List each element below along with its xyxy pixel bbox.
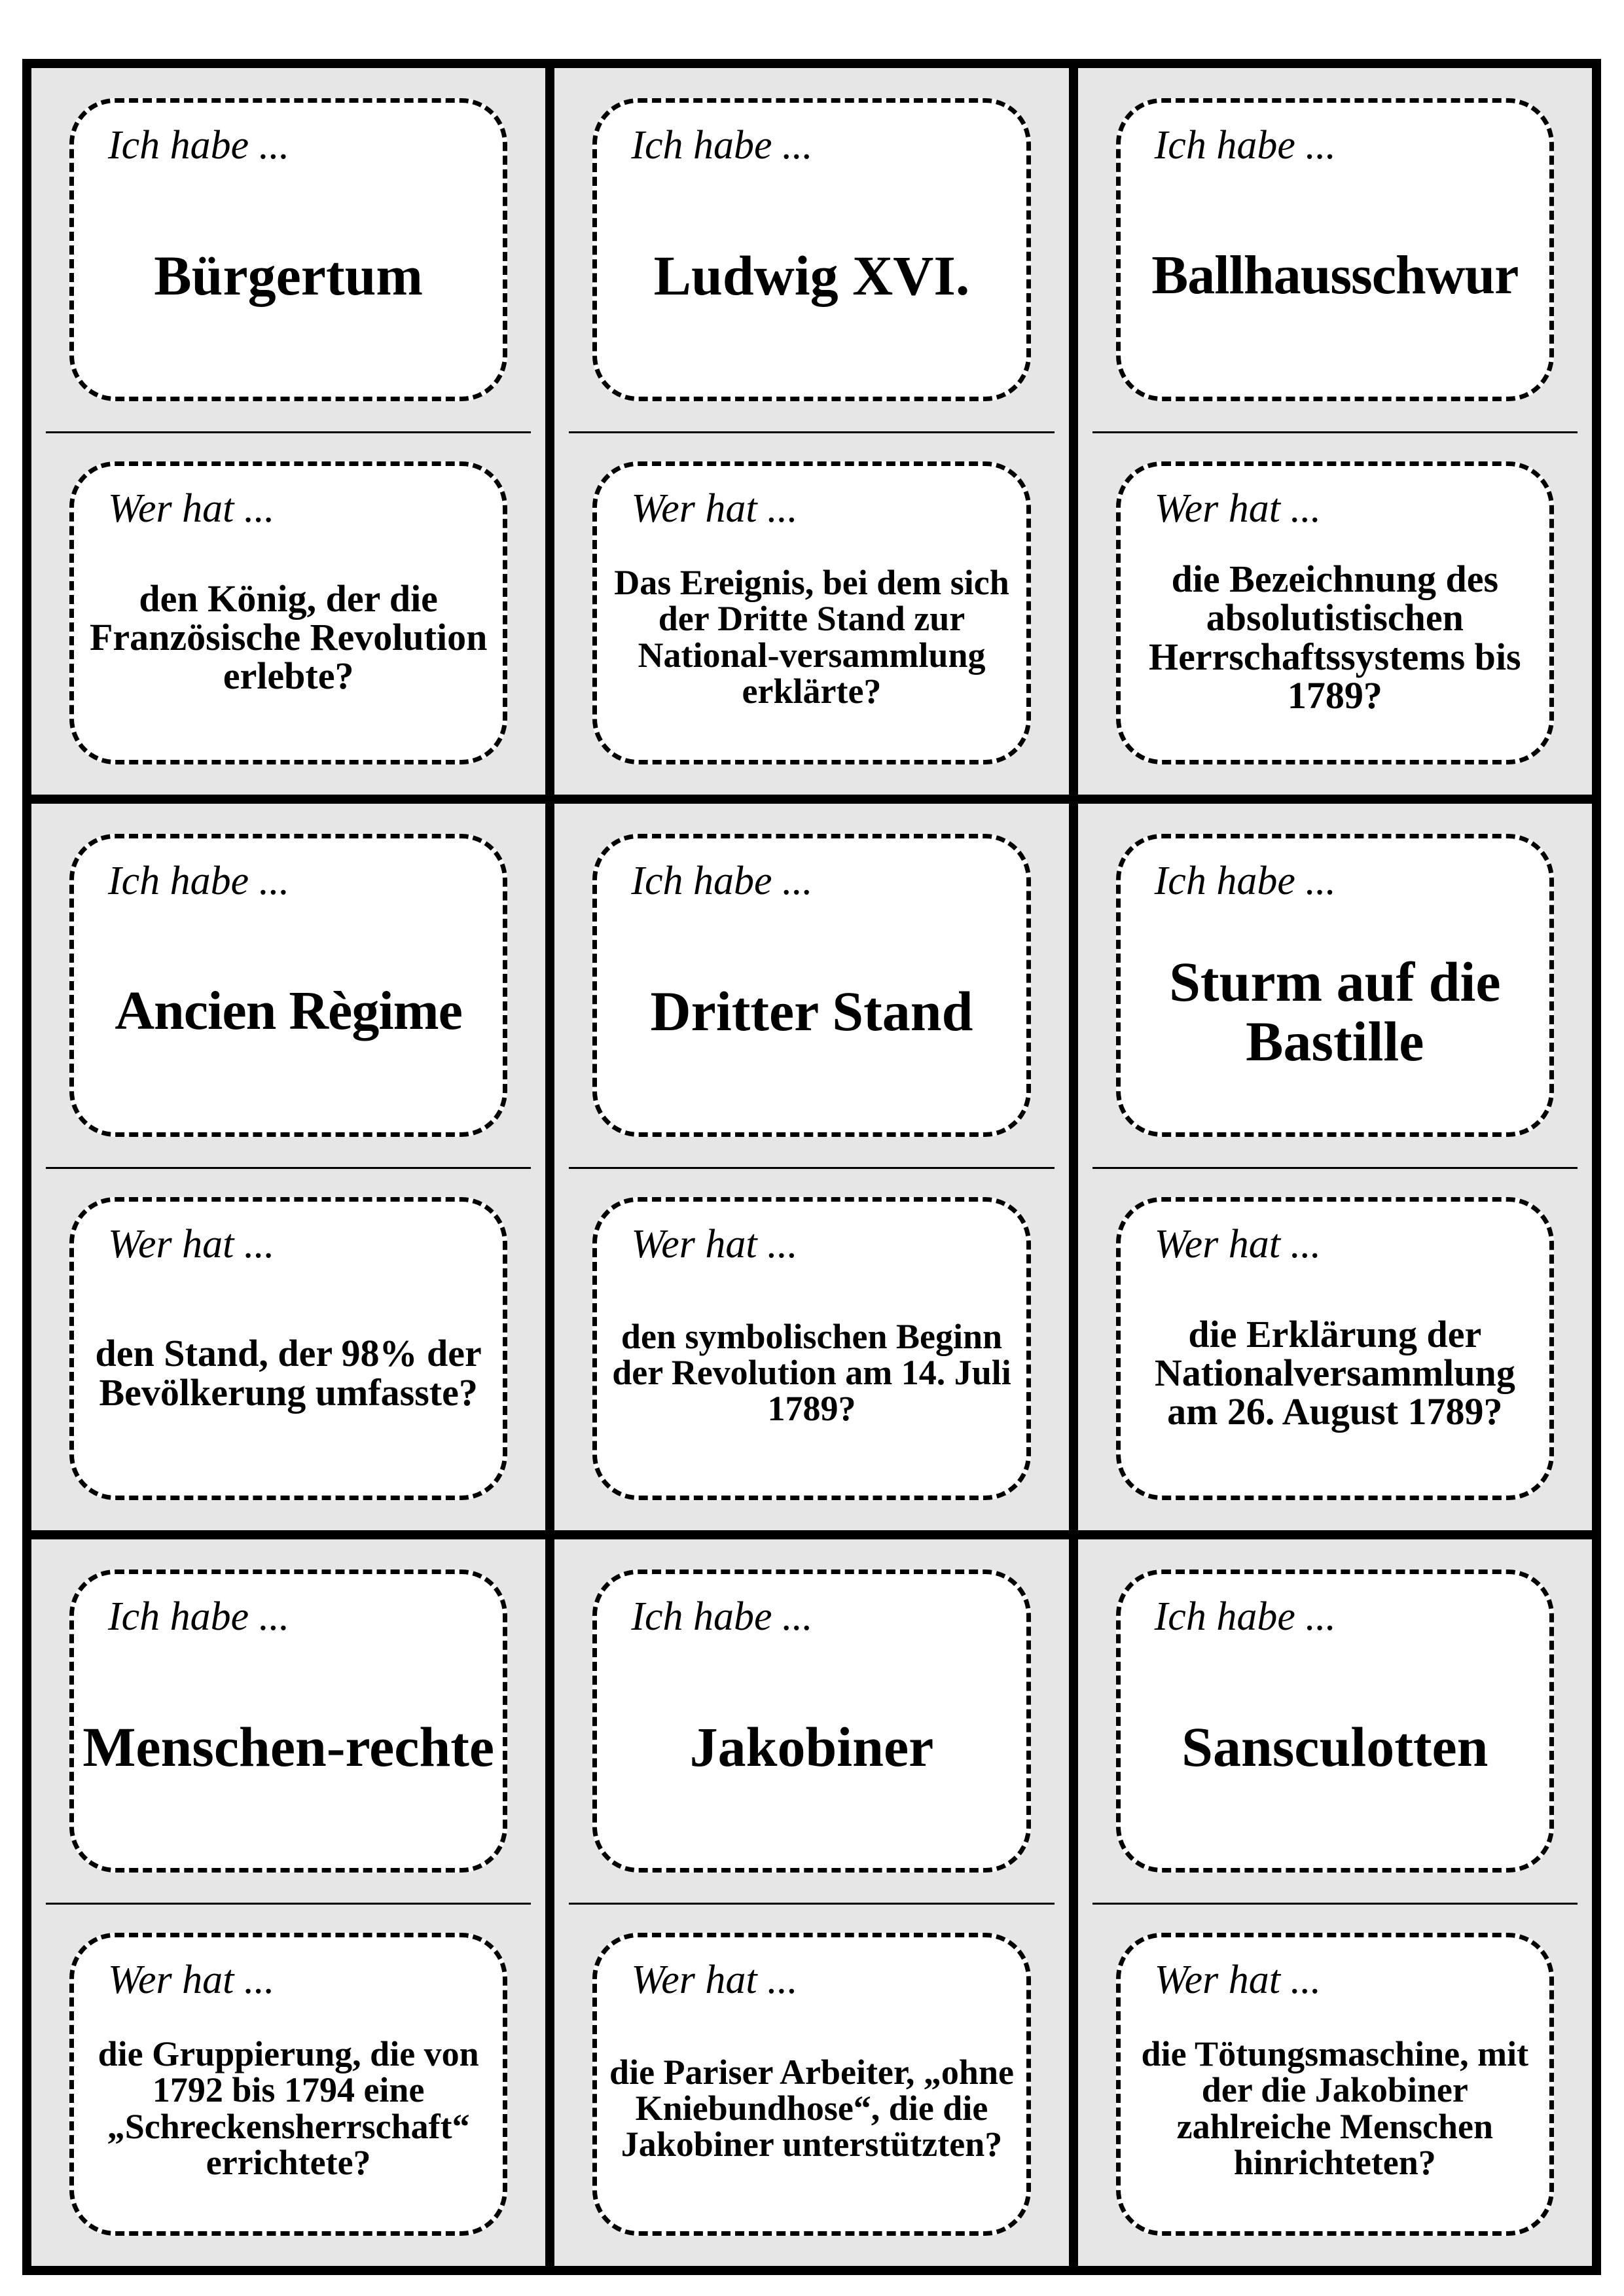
ich-habe-label: Ich habe ... — [108, 123, 290, 168]
ich-habe-label: Ich habe ... — [631, 123, 813, 168]
domino-card — [554, 68, 1068, 795]
question-half — [31, 1167, 545, 1530]
answer-term: Ancien Règime — [115, 980, 462, 1042]
answer-box — [1116, 1570, 1554, 1873]
answer-half — [1078, 68, 1592, 431]
wer-hat-label: Wer hat ... — [631, 1222, 798, 1266]
answer-box — [1116, 834, 1554, 1137]
question-box — [592, 1933, 1030, 2236]
answer-term: Bürgertum — [154, 244, 424, 308]
answer-term: Ballhausschwur — [1151, 245, 1519, 306]
answer-half — [554, 68, 1068, 431]
question-text: die Tötungsmaschine, mit der die Jakobiner zahlreiche Menschen hinrichteten? — [1141, 2034, 1529, 2182]
answer-term: Sturm auf die Bastille — [1169, 950, 1501, 1073]
domino-card — [1078, 804, 1592, 1530]
domino-card — [31, 68, 545, 795]
answer-half — [31, 68, 545, 431]
question-box — [69, 1197, 507, 1500]
question-text: den symbolischen Beginn der Revolution am 14. Juli 1789? — [612, 1316, 1011, 1429]
wer-hat-label: Wer hat ... — [1154, 486, 1321, 531]
question-half — [1078, 1167, 1592, 1530]
ich-habe-label: Ich habe ... — [1154, 1594, 1336, 1639]
question-half — [31, 431, 545, 795]
answer-box — [592, 98, 1030, 401]
answer-box — [69, 834, 507, 1137]
answer-box — [1116, 98, 1554, 401]
answer-half — [1078, 804, 1592, 1167]
question-half — [31, 1903, 545, 2266]
ich-habe-label: Ich habe ... — [1154, 123, 1336, 168]
wer-hat-label: Wer hat ... — [631, 486, 798, 531]
answer-half — [1078, 1539, 1592, 1903]
answer-term: Ludwig XVI. — [653, 244, 970, 308]
question-half — [1078, 431, 1592, 795]
domino-card-sheet — [22, 59, 1601, 2275]
answer-half — [31, 1539, 545, 1903]
answer-half — [554, 1539, 1068, 1903]
domino-card — [554, 1539, 1068, 2266]
ich-habe-label: Ich habe ... — [631, 859, 813, 903]
question-half — [1078, 1903, 1592, 2266]
question-box — [1116, 1197, 1554, 1500]
question-half — [554, 1167, 1068, 1530]
answer-box — [69, 98, 507, 401]
domino-card — [554, 804, 1068, 1530]
question-box — [592, 1197, 1030, 1500]
ich-habe-label: Ich habe ... — [108, 859, 290, 903]
answer-term: Sansculotten — [1182, 1715, 1489, 1779]
domino-card — [1078, 1539, 1592, 2266]
question-box — [592, 461, 1030, 764]
domino-card — [31, 1539, 545, 2266]
wer-hat-label: Wer hat ... — [1154, 1958, 1321, 2002]
answer-half — [31, 804, 545, 1167]
question-text: die Pariser Arbeiter, „ohne Kniebundhose“, die die Jakobiner unterstützten? — [609, 2052, 1014, 2164]
question-half — [554, 1903, 1068, 2266]
domino-card — [31, 804, 545, 1530]
wer-hat-label: Wer hat ... — [1154, 1222, 1321, 1266]
question-text: die Bezeichnung des absolutistischen Herrschaftssystems bis 1789? — [1148, 558, 1521, 717]
question-text: die Erklärung der Nationalversammlung am 26. August 1789? — [1154, 1312, 1515, 1433]
question-box — [69, 1933, 507, 2236]
answer-half — [554, 804, 1068, 1167]
question-text: die Gruppierung, die von 1792 bis 1794 eine „Schreckensherrschaft“ errichtete? — [98, 2034, 479, 2182]
wer-hat-label: Wer hat ... — [108, 1958, 275, 2002]
answer-box — [592, 1570, 1030, 1873]
question-box — [1116, 461, 1554, 764]
ich-habe-label: Ich habe ... — [1154, 859, 1336, 903]
ich-habe-label: Ich habe ... — [631, 1594, 813, 1639]
question-text: Das Ereignis, bei dem sich der Dritte Stand zur National-versammlung erklärte? — [614, 563, 1009, 711]
question-text: den König, der die Französische Revolution erlebte? — [89, 577, 488, 698]
question-box — [1116, 1933, 1554, 2236]
answer-box — [592, 834, 1030, 1137]
answer-term: Menschen-rechte — [82, 1715, 495, 1779]
wer-hat-label: Wer hat ... — [108, 486, 275, 531]
wer-hat-label: Wer hat ... — [108, 1222, 275, 1266]
domino-card — [1078, 68, 1592, 795]
answer-term: Jakobiner — [689, 1715, 934, 1779]
wer-hat-label: Wer hat ... — [631, 1958, 798, 2002]
answer-term: Dritter Stand — [650, 980, 973, 1043]
answer-box — [69, 1570, 507, 1873]
question-text: den Stand, der 98% der Bevölkerung umfasste? — [95, 1332, 482, 1414]
question-half — [554, 431, 1068, 795]
ich-habe-label: Ich habe ... — [108, 1594, 290, 1639]
question-box — [69, 461, 507, 764]
